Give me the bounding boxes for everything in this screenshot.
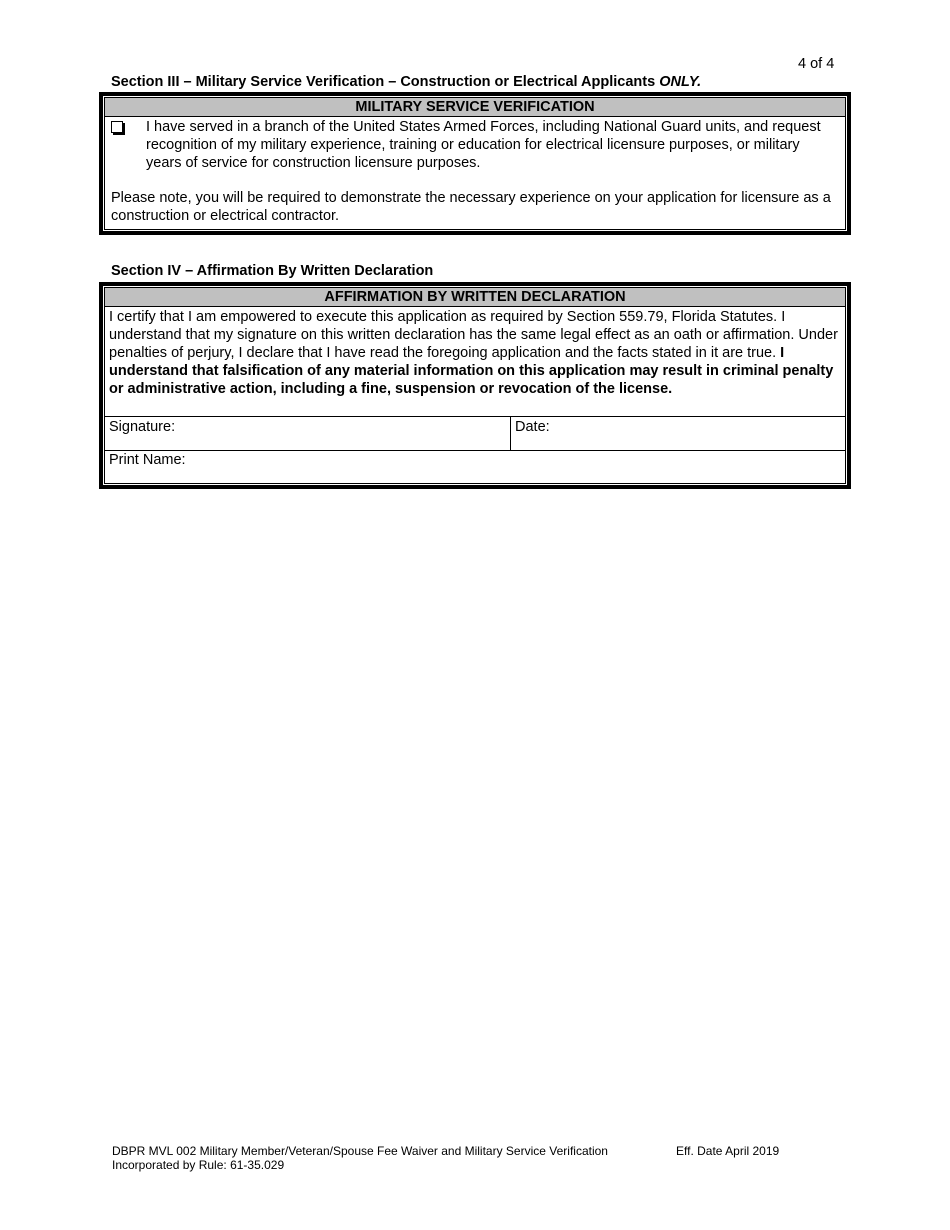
affirmation-title: AFFIRMATION BY WRITTEN DECLARATION: [105, 288, 845, 307]
checkbox-icon[interactable]: [111, 121, 123, 133]
declaration-plain-text: I certify that I am empowered to execute this application as required by Section 559.79, Florida Statutes. I understand that my signature on this written declaration has the same legal effect as an oath or affirmation. Under penalties of perjury, I declare that I have read the foregoing application and the facts stated in it are true.: [109, 309, 838, 361]
affirmation-declaration: [105, 307, 845, 416]
section-4-heading: Section IV – Affirmation By Written Declaration: [111, 263, 434, 279]
section-3-heading-emphasis: ONLY.: [659, 74, 702, 90]
signature-field[interactable]: [105, 417, 511, 450]
page-number: 4 of 4: [798, 56, 835, 72]
military-service-verification-box: [99, 92, 851, 235]
section-3-heading-text: Section III – Military Service Verification – Construction or Electrical Applicants: [111, 74, 656, 90]
military-service-checkbox-text: I have served in a branch of the United States Armed Forces, including National Guard units, and request recognition of my military experience, training or education for electrical licensure purposes, or military years of service for construction licensure purposes.: [146, 119, 821, 171]
signature-label: Signature:: [109, 419, 176, 435]
affirmation-box: [99, 282, 851, 489]
date-field[interactable]: [511, 417, 845, 450]
signature-date-row: [105, 416, 845, 450]
footer-rule-line: Incorporated by Rule: 61-35.029: [112, 1158, 285, 1172]
print-name-label: Print Name:: [109, 452, 186, 468]
footer-effective-date: Eff. Date April 2019: [676, 1144, 780, 1158]
military-service-verification-title: MILITARY SERVICE VERIFICATION: [105, 98, 845, 117]
footer-form-line: DBPR MVL 002 Military Member/Veteran/Spouse Fee Waiver and Military Service Verification: [112, 1144, 608, 1158]
military-service-checkbox-row[interactable]: [105, 117, 845, 172]
section-3-heading: [111, 74, 701, 90]
date-label: Date:: [515, 419, 550, 435]
experience-note: Please note, you will be required to demonstrate the necessary experience on your application for licensure as a construction or electrical contractor.: [111, 190, 831, 224]
declaration-bold-text: I understand that falsification of any material information on this application may result in criminal penalty or administrative action, including a fine, suspension or revocation of the license.: [109, 345, 834, 397]
footer: [112, 1144, 608, 1172]
print-name-field[interactable]: [105, 450, 845, 483]
